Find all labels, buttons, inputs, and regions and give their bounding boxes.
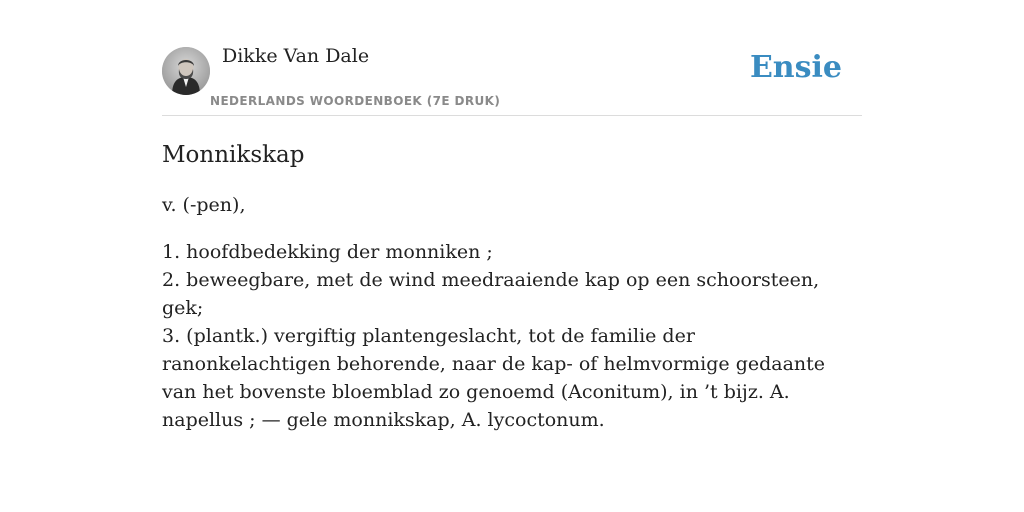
author-avatar[interactable] <box>162 47 210 95</box>
entry-header <box>162 0 862 116</box>
definition-list <box>162 238 862 434</box>
author-name[interactable]: Dikke Van Dale <box>222 45 370 67</box>
definition-item: 2. beweegbare, met de wind meedraaiende kap op een schoorsteen, gek; <box>162 269 820 319</box>
entry-card <box>162 0 862 434</box>
source-subtitle: NEDERLANDS WOORDENBOEK (7E DRUK) <box>210 94 501 108</box>
author-portrait-icon <box>162 47 210 95</box>
entry-grammar: v. (-pen), <box>162 194 246 216</box>
entry-term: Monnikskap <box>162 142 305 168</box>
definition-item: 3. (plantk.) vergiftig plantengeslacht, tot de familie der ranonkelachtigen behorende, naar de kap- of helmvormige gedaante van het bovenste bloemblad zo genoemd (Aconitum), in ’t bijz. A. napellus ; — gele monnikskap, A. lycoctonum. <box>162 325 826 431</box>
ensie-logo[interactable]: Ensie <box>749 50 842 85</box>
entry-body <box>162 116 862 434</box>
definition-item: 1. hoofdbedekking der monniken ; <box>162 241 493 263</box>
